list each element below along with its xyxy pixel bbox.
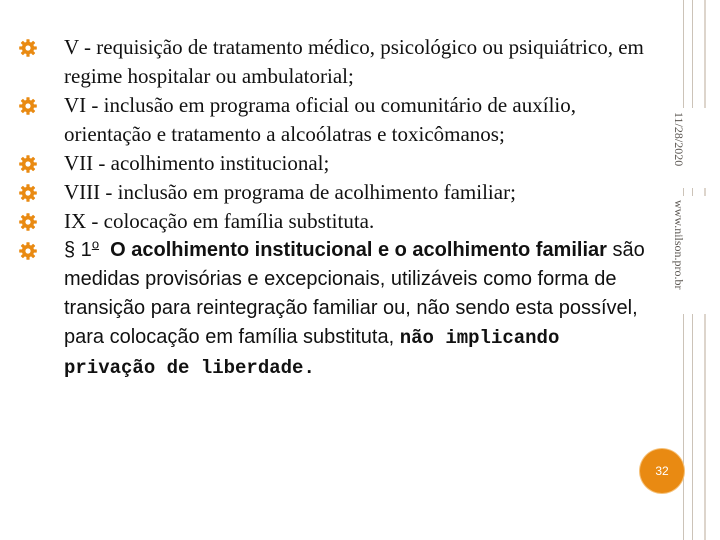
slide-date: 11/28/2020 — [672, 112, 686, 167]
gear-bullet-icon — [18, 183, 38, 203]
list-item — [18, 178, 658, 207]
list-item — [18, 33, 658, 91]
gear-bullet-icon — [18, 38, 38, 58]
ordinal-indicator: o — [91, 236, 100, 252]
gear-bullet-icon — [18, 154, 38, 174]
section-prefix: § 1 — [64, 239, 92, 261]
bold-ending: não implicando privação de liberdade. — [64, 327, 560, 379]
list-item-text: VII - acolhimento institucional; — [64, 151, 330, 175]
gear-bullet-icon — [18, 241, 38, 261]
slide-website: www.nilson.pro.br — [672, 200, 686, 290]
list-item — [18, 149, 658, 178]
paragraph-text: são medidas provisórias e excepcionais, utilizáveis como forma de transição para reintegração familiar ou, não sendo esta possível, para colocação em família substituta, — [64, 239, 645, 348]
bullet-list — [18, 33, 658, 383]
paragraph-item — [18, 236, 658, 383]
list-item-text: VI - inclusão em programa oficial ou comunitário de auxílio, orientação e tratamento a alcoólatras e toxicômanos; — [64, 93, 577, 146]
list-item — [18, 207, 658, 236]
bold-phrase: O acolhimento institucional e o acolhimento familiar — [110, 239, 607, 261]
gear-bullet-icon — [18, 96, 38, 116]
list-item-text: VIII - inclusão em programa de acolhimento familiar; — [64, 180, 516, 204]
page-number-badge: 32 — [640, 449, 684, 493]
list-item — [18, 91, 658, 149]
list-item-text: V - requisição de tratamento médico, psicológico ou psiquiátrico, em regime hospitalar ou ambulatorial; — [64, 35, 644, 88]
gear-bullet-icon — [18, 212, 38, 232]
list-item-text: IX - colocação em família substituta. — [64, 209, 375, 233]
